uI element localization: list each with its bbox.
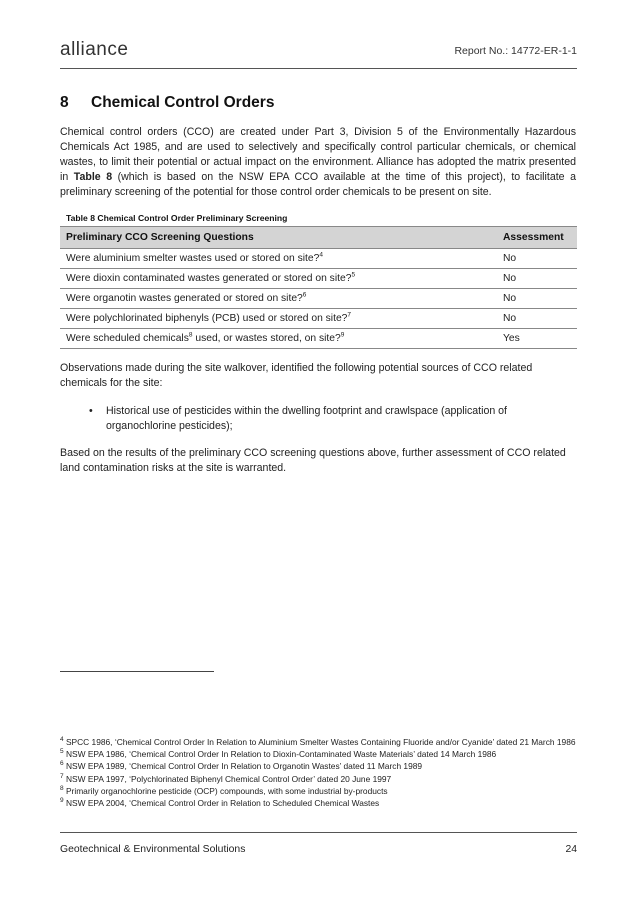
intro-text-part1: Chemical control orders (CCO) are created under Part 3, Division 5 of the Environmentally Hazardous Chemicals Act 1985, and are used to selectively and specifically control particular chemicals, or chemical wastes, to limit their potential or actual impact on the environment. Alliance has adopted the matrix presented in <box>60 126 576 183</box>
footnote <box>60 760 600 772</box>
conclusion-paragraph: Based on the results of the preliminary CCO screening questions above, further assessment of CCO related land contamination risks at the site is warranted. <box>60 447 566 474</box>
question-cell <box>60 269 497 289</box>
footnote-ref: 6 <box>302 291 307 299</box>
page-header <box>60 36 577 69</box>
table-reference: Table 8 <box>73 171 113 183</box>
footnote-divider <box>60 671 214 672</box>
assessment-cell: No <box>497 289 577 309</box>
list-item: • Historical use of pesticides within the dwelling footprint and crawlspace (application of organochlorine pesticides); <box>89 404 579 434</box>
footnote <box>60 736 600 748</box>
footnote-number: 4 <box>60 736 64 744</box>
section-heading <box>60 94 274 112</box>
assessment-cell: No <box>497 309 577 329</box>
question-text: Were aluminium smelter wastes used or stored on site? <box>66 253 320 264</box>
footnote-number: 8 <box>60 785 64 793</box>
footnote-text: NSW EPA 2004, ‘Chemical Control Order in Relation to Scheduled Chemical Wastes <box>63 798 380 809</box>
footnote-text: Primarily organochlorine pesticide (OCP) compounds, with some industrial by-products <box>63 785 388 796</box>
report-number: Report No.: 14772-ER-1-1 <box>454 45 577 57</box>
header-assessment: Assessment <box>497 227 577 249</box>
observations-paragraph: Observations made during the site walkover, identified the following potential sources of CCO related chemicals for the site: <box>60 362 533 389</box>
footnotes-list <box>60 736 600 809</box>
footnote-text: NSW EPA 1989, ‘Chemical Control Order In Relation to Organotin Wastes’ dated 11 March 1989 <box>63 761 423 772</box>
table-row <box>60 249 577 269</box>
footnote-number: 5 <box>60 748 64 756</box>
footnote <box>60 748 600 760</box>
section-title: Chemical Control Orders <box>91 94 275 111</box>
footnote <box>60 785 600 797</box>
table-caption: Table 8 Chemical Control Order Preliminary Screening <box>66 213 288 223</box>
footnote-number: 6 <box>60 760 64 768</box>
intro-paragraph <box>60 125 576 200</box>
footnote <box>60 773 600 785</box>
table-row <box>60 309 577 329</box>
intro-text-part2: (which is based on the NSW EPA CCO available at the time of this project), to facilitate a preliminary screening of the potential for those control order chemicals to be present on site. <box>60 171 576 198</box>
question-text: Were polychlorinated biphenyls (PCB) used or stored on site? <box>66 313 348 324</box>
observations-list <box>89 404 579 434</box>
question-cell <box>60 329 497 349</box>
footnote-number: 9 <box>60 797 64 805</box>
footnote-ref: 4 <box>319 251 323 259</box>
question-cell <box>60 249 497 269</box>
footnote-ref: 5 <box>351 271 356 279</box>
footnote-number: 7 <box>60 772 64 780</box>
assessment-cell: No <box>497 249 577 269</box>
question-cell <box>60 309 497 329</box>
footnote-ref: 8 <box>188 331 193 339</box>
page-number: 24 <box>565 844 577 855</box>
footnote-text: NSW EPA 1997, ‘Polychlorinated Biphenyl Chemical Control Order’ dated 20 June 1997 <box>63 773 392 784</box>
table-header-row <box>60 227 577 249</box>
table-row <box>60 269 577 289</box>
section-number: 8 <box>60 94 69 111</box>
footnote-ref: 7 <box>347 311 352 319</box>
question-text: Were dioxin contaminated wastes generated or stored on site? <box>66 273 352 284</box>
question-text: Were scheduled chemicals <box>66 333 189 344</box>
question-text-continued: used, or wastes stored, on site? <box>192 333 341 344</box>
footnote <box>60 797 600 809</box>
question-text: Were organotin wastes generated or stored on site? <box>66 293 303 304</box>
footnote-text: NSW EPA 1986, ‘Chemical Control Order In Relation to Dioxin-Contaminated Waste Materials’ dated 14 March 1986 <box>63 749 497 760</box>
footnote-ref: 9 <box>340 331 345 339</box>
alliance-logo: alliance <box>60 39 129 60</box>
assessment-cell: No <box>497 269 577 289</box>
cco-screening-table <box>60 226 577 349</box>
table-row <box>60 289 577 309</box>
assessment-cell: Yes <box>497 329 577 349</box>
question-cell <box>60 289 497 309</box>
footer-company-tagline: Geotechnical & Environmental Solutions <box>60 844 246 855</box>
page-footer <box>60 832 577 857</box>
table-row <box>60 329 577 349</box>
footnote-text: SPCC 1986, ‘Chemical Control Order In Relation to Aluminium Smelter Wastes Containing Fluoride and/or Cyanide’ dated 21 March 1986 <box>63 737 576 747</box>
header-questions: Preliminary CCO Screening Questions <box>60 227 497 249</box>
